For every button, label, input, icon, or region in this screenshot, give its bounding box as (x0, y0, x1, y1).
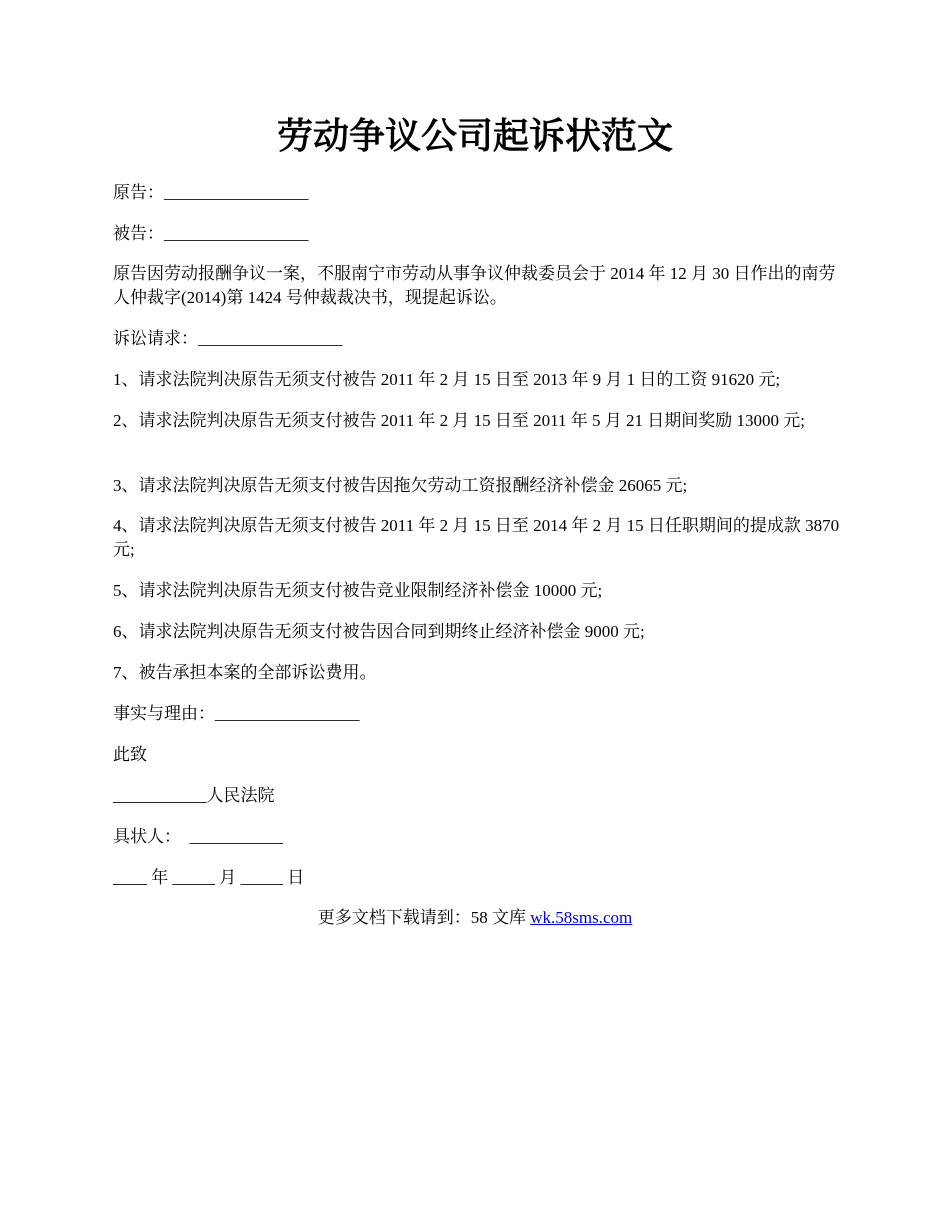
signer-line: 具状人： ___________ (113, 827, 283, 846)
plaintiff-line: 原告：_________________ (113, 183, 309, 202)
claim-item-1: 1、请求法院判决原告无须支付被告 2011 年 2 月 15 日至 2013 年 9 月 1 日的工资 91620 元; (113, 370, 781, 389)
claim-item-3: 3、请求法院判决原告无须支付被告因拖欠劳动工资报酬经济补偿金 26065 元; (113, 476, 688, 495)
salutation: 此致 (113, 745, 147, 764)
footer (0, 906, 950, 930)
claim-item-4: 4、请求法院判决原告无须支付被告 2011 年 2 月 15 日至 2014 年 2 月 15 日任职期间的提成款 3870 元; (113, 516, 840, 559)
court-line: ___________人民法院 (113, 786, 275, 805)
defendant-line: 被告：_________________ (113, 224, 309, 243)
claim-item-2: 2、请求法院判决原告无须支付被告 2011 年 2 月 15 日至 2011 年 5 月 21 日期间奖励 13000 元; (113, 411, 805, 430)
intro-paragraph: 原告因劳动报酬争议一案，不服南宁市劳动从事争议仲裁委员会于 2014 年 12 月 30 日作出的南劳人仲裁字(2014)第 1424 号仲裁裁决书，现提起诉讼。 (113, 264, 836, 307)
claims-heading: 诉讼请求：_________________ (113, 329, 343, 348)
facts-heading: 事实与理由：_________________ (113, 704, 360, 723)
footer-text: 更多文档下载请到：58 文库 (317, 908, 531, 927)
footer-link[interactable]: wk.58sms.com (530, 908, 633, 927)
claim-item-5: 5、请求法院判决原告无须支付被告竞业限制经济补偿金 10000 元; (113, 581, 603, 600)
claim-item-6: 6、请求法院判决原告无须支付被告因合同到期终止经济补偿金 9000 元; (113, 622, 645, 641)
date-line: ____ 年 _____ 月 _____ 日 (113, 868, 305, 887)
claim-item-7: 7、被告承担本案的全部诉讼费用。 (113, 663, 377, 682)
document-title: 劳动争议公司起诉状范文 (276, 116, 673, 156)
